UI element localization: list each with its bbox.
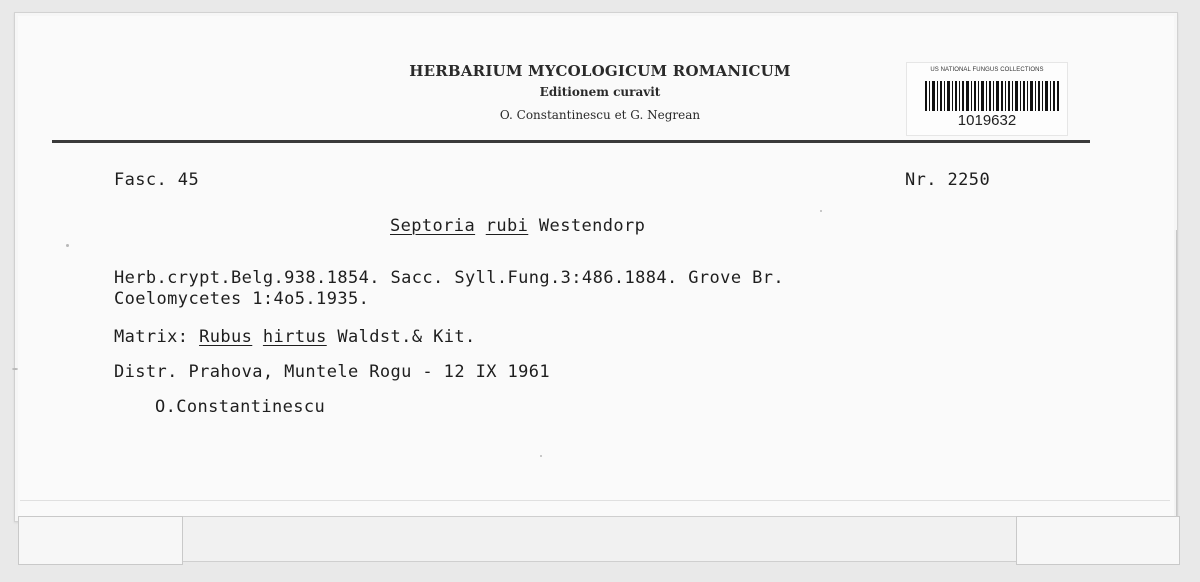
fascicle-label: Fasc. 45 xyxy=(114,170,200,190)
paper-speck xyxy=(12,368,18,370)
collector-name: O.Constantinescu xyxy=(155,397,326,417)
barcode-icon xyxy=(925,81,1059,111)
barcode-caption: US NATIONAL FUNGUS COLLECTIONS xyxy=(930,67,1044,73)
herbarium-title: HERBARIUM MYCOLOGICUM ROMANICUM xyxy=(409,62,791,80)
reference-line-1: Herb.crypt.Belg.938.1854. Sacc. Syll.Fung.3:486.1884. Grove Br. xyxy=(114,268,784,288)
paper-speck xyxy=(820,210,822,212)
exsiccata-number: Nr. 2250 xyxy=(905,170,991,190)
matrix-author: Waldst.& Kit. xyxy=(337,327,476,347)
packet-bottom-flap xyxy=(18,516,1176,562)
matrix-epithet: hirtus xyxy=(262,327,327,347)
species-genus: Septoria xyxy=(390,216,476,236)
header-divider xyxy=(52,140,1090,143)
label-header xyxy=(330,60,870,122)
matrix-genus: Rubus xyxy=(199,327,253,347)
species-name xyxy=(390,216,645,236)
species-author: Westendorp xyxy=(538,216,646,236)
packet-fold-line xyxy=(20,500,1170,501)
packet-tab-left xyxy=(18,516,183,565)
packet-tab-right xyxy=(1016,516,1180,565)
herbarium-subtitle: Editionem curavit xyxy=(539,85,661,99)
matrix-line xyxy=(114,327,476,347)
paper-speck xyxy=(66,244,69,247)
reference-line-2: Coelomycetes 1:4o5.1935. xyxy=(114,289,370,309)
herbarium-editors: O. Constantinescu et G. Negrean xyxy=(499,108,701,122)
paper-speck xyxy=(540,455,542,457)
distribution-line: Distr. Prahova, Muntele Rogu - 12 IX 1961 xyxy=(114,362,551,382)
barcode-label xyxy=(906,62,1068,136)
barcode-number: 1019632 xyxy=(957,112,1017,129)
species-epithet: rubi xyxy=(485,216,529,236)
matrix-label: Matrix: xyxy=(114,327,189,347)
